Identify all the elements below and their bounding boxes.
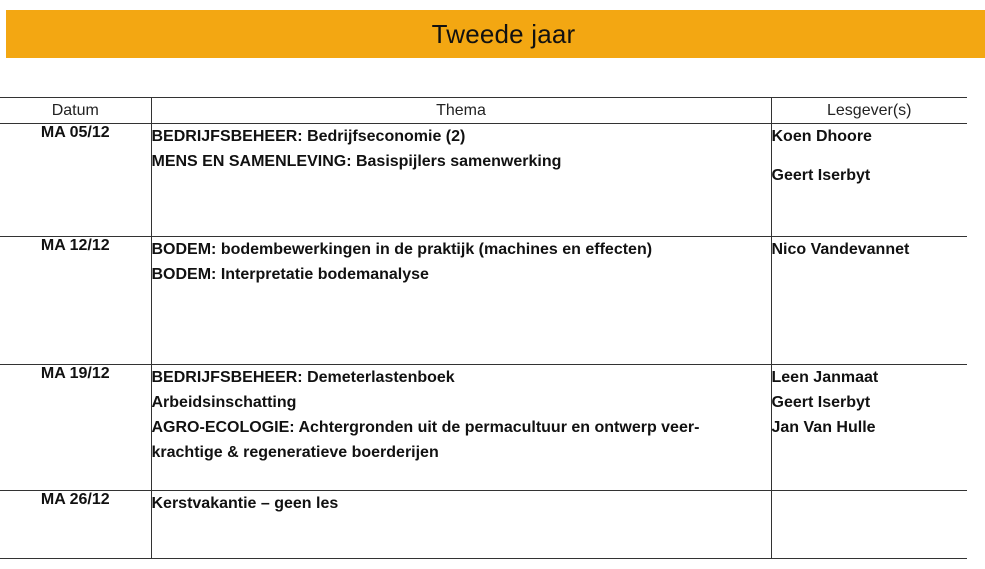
table-header-row: [0, 98, 967, 124]
theme-line: Kerstvakantie – geen les: [151, 495, 339, 512]
header-date: Datum: [0, 98, 151, 124]
theme-line: MENS EN SAMENLEVING: Basispijlers samenwerking: [151, 153, 562, 170]
header-theme: Thema: [151, 98, 771, 124]
teacher-name: Jan Van Hulle: [771, 419, 876, 436]
theme-line: AGRO-ECOLOGIE: Achtergronden uit de permacultuur en ontwerp veer-: [151, 419, 700, 436]
table-row: [0, 124, 967, 237]
teacher-name: Nico Vandevannet: [771, 241, 910, 258]
row-date: MA 12/12: [40, 237, 110, 254]
title-banner: [6, 10, 985, 58]
row-teachers: [771, 237, 967, 365]
table-row: [0, 491, 967, 559]
row-themes: [151, 365, 771, 491]
row-date: MA 26/12: [40, 491, 110, 508]
theme-line: BEDRIJFSBEHEER: Bedrijfseconomie (2): [151, 128, 466, 145]
page-title: Tweede jaar: [431, 18, 576, 49]
row-themes: [151, 237, 771, 365]
row-themes: [151, 491, 771, 559]
teacher-name: Koen Dhoore: [771, 128, 872, 145]
schedule-table: [0, 97, 967, 559]
row-themes: [151, 124, 771, 237]
teacher-name: Leen Janmaat: [771, 369, 879, 386]
teacher-name: Geert Iserbyt: [771, 167, 871, 184]
row-date: MA 19/12: [40, 365, 110, 382]
teacher-name: Geert Iserbyt: [771, 394, 871, 411]
theme-line: BODEM: bodembewerkingen in de praktijk (machines en effecten): [151, 241, 653, 258]
row-teachers: [771, 365, 967, 491]
row-date: MA 05/12: [40, 124, 110, 141]
theme-line: BEDRIJFSBEHEER: Demeterlastenboek: [151, 369, 455, 386]
header-teacher: Lesgever(s): [771, 98, 967, 124]
theme-line: krachtige & regeneratieve boerderijen: [151, 444, 439, 461]
theme-line: BODEM: Interpretatie bodemanalyse: [151, 266, 429, 283]
table-row: [0, 365, 967, 491]
theme-line: Arbeidsinschatting: [151, 394, 297, 411]
row-teachers: [771, 124, 967, 237]
table-row: [0, 237, 967, 365]
row-teachers: [771, 491, 967, 559]
